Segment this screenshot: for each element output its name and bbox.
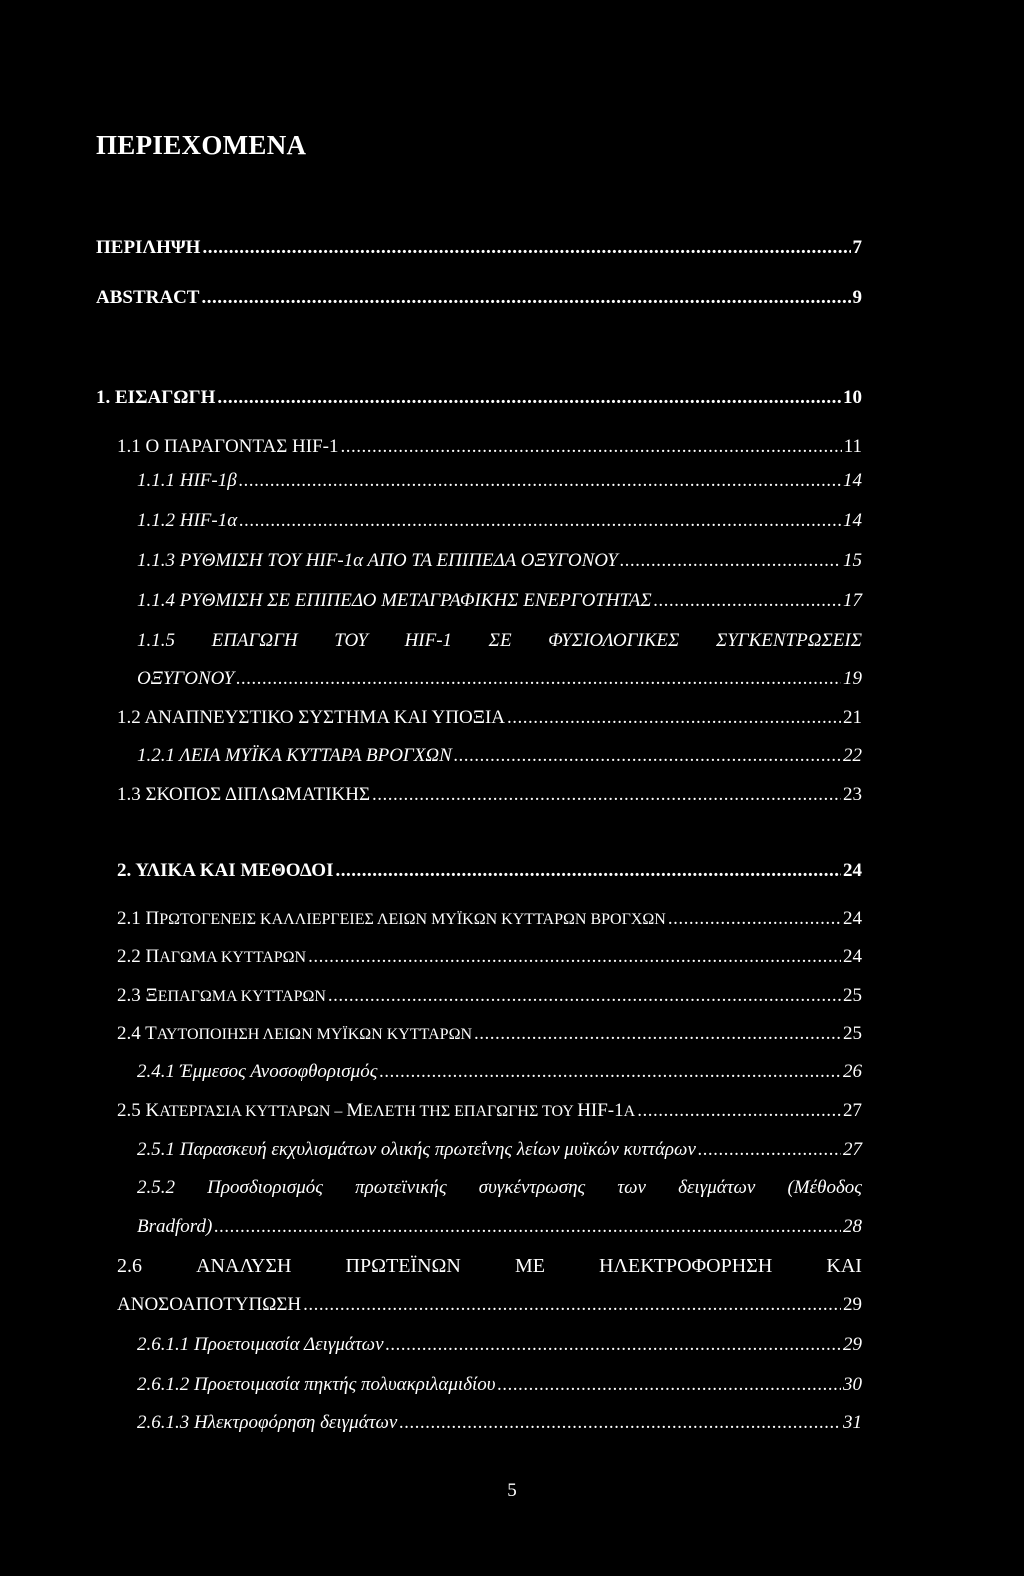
toc-word: συγκέντρωσης (478, 1177, 586, 1198)
toc-label: ΠΕΡΙΛΗΨΗ (96, 237, 201, 258)
toc-label: 1.3 ΣΚΟΠΟΣ ΔΙΠΛΩΜΑΤΙΚΗΣ (117, 784, 371, 805)
toc-word: 2.6 (117, 1255, 142, 1277)
toc-entry-2-5-2-cont[interactable] (137, 1212, 862, 1242)
toc-page-number: 24 (843, 908, 862, 929)
toc-label: 2.5.1 Παρασκευή εκχυλισμάτων ολικής πρωτεΐνης λείων μυϊκών κυττάρων (137, 1139, 696, 1160)
toc-word: (Μέθοδος (787, 1177, 862, 1198)
section-number: 2.1 (117, 908, 141, 929)
dot-leader (328, 981, 841, 1011)
toc-page-number: 31 (843, 1412, 862, 1433)
dot-leader (454, 741, 841, 771)
toc-word: πρωτεϊνικής (355, 1177, 447, 1198)
small-caps-text: ΑΥΤΟΠΟΙΗΣΗ ΛΕΙΩΝ ΜΥΪΚΩΝ ΚΥΤΤΑΡΩΝ (156, 1026, 473, 1043)
toc-label (117, 1096, 635, 1127)
toc-entry-summary[interactable] (96, 233, 862, 263)
toc-page-number: 27 (843, 1139, 862, 1160)
dot-leader (507, 703, 841, 733)
small-caps-text: Α (623, 1103, 636, 1120)
protein-name: HIF-1 (577, 1100, 624, 1121)
toc-word: ΗΛΕΚΤΡΟΦΟΡΗΣΗ (599, 1255, 773, 1277)
toc-label: 1.1.1 HIF-1β (137, 470, 237, 491)
toc-word: των (617, 1177, 646, 1198)
toc-page-number: 26 (843, 1061, 862, 1082)
small-caps-initial: Π (145, 908, 160, 929)
toc-label: ΟΞΥΓΟΝΟΥ (137, 668, 235, 689)
toc-word: ΑΝΑΛΥΣΗ (196, 1255, 292, 1277)
dot-leader (399, 1408, 841, 1438)
toc-word: ΤΟΥ (334, 630, 368, 651)
toc-entry-2-6-cont[interactable] (117, 1290, 862, 1320)
toc-label (117, 981, 326, 1012)
dot-leader (202, 233, 850, 263)
dot-leader (372, 780, 841, 810)
toc-label: 1.1.4 ΡΥΘΜΙΣΗ ΣΕ ΕΠΙΠΕΔΟ ΜΕΤΑΓΡΑΦΙΚΗΣ ΕΝΕΡΓΟΤΗΤΑΣ (137, 590, 652, 611)
toc-label: 1. ΕΙΣΑΓΩΓΗ (96, 387, 216, 408)
toc-page-number: 15 (843, 550, 862, 571)
toc-word: 2.5.2 (137, 1177, 175, 1198)
toc-word: ΕΠΑΓΩΓΗ (211, 630, 298, 651)
small-caps-initial: Τ (145, 1023, 157, 1044)
toc-entry-2-5-2[interactable] (137, 1173, 862, 1203)
toc-word: ΣΕ (488, 630, 512, 651)
toc-entry-1-1-2[interactable] (137, 506, 862, 536)
toc-label: 2.6.1.3 Ηλεκτροφόρηση δειγμάτων (137, 1412, 398, 1433)
toc-entry-2-6-1-1[interactable] (137, 1330, 862, 1360)
toc-entry-abstract[interactable] (96, 283, 862, 313)
dot-leader (335, 856, 841, 886)
small-caps-text: ΑΓΩΜΑ ΚΥΤΤΑΡΩΝ (159, 949, 307, 966)
toc-page-number: 14 (843, 470, 862, 491)
toc-label: 1.2.1 ΛΕΙΑ ΜΥΪΚΑ ΚΥΤΤΑΡΑ ΒΡΟΓΧΩΝ (137, 745, 452, 766)
toc-page-number: 11 (843, 436, 862, 457)
dot-leader (340, 432, 841, 462)
toc-word: ΠΡΩΤΕΪΝΩΝ (345, 1255, 461, 1277)
toc-entry-1-3[interactable] (117, 780, 862, 810)
toc-word: ΣΥΓΚΕΝΤΡΩΣΕΙΣ (715, 630, 862, 651)
toc-word: ΦΥΣΙΟΛΟΓΙΚΕΣ (548, 630, 680, 651)
dot-leader (201, 283, 850, 313)
toc-label (117, 904, 666, 935)
toc-label: 2.6.1.2 Προετοιμασία πηκτής πολυακριλαμιδίου (137, 1374, 496, 1395)
toc-page-number: 23 (843, 784, 862, 805)
toc-page-number: 30 (843, 1374, 862, 1395)
dot-leader (620, 546, 841, 576)
small-caps-text: ΕΛΕΤΗ ΤΗΣ ΕΠΑΓΩΓΗΣ ΤΟΥ (363, 1103, 578, 1120)
toc-page-number: 9 (852, 287, 862, 308)
toc-entry-2-3[interactable] (117, 981, 862, 1011)
page-title: ΠΕΡΙΕΧΟΜΕΝΑ (96, 130, 307, 160)
toc-entry-2-6-1-2[interactable] (137, 1370, 862, 1400)
toc-label (117, 942, 306, 973)
toc-page-number: 21 (843, 707, 862, 728)
toc-entry-2-4-1[interactable] (137, 1057, 862, 1087)
toc-page-number: 24 (843, 946, 862, 967)
toc-entry-chapter-1[interactable] (96, 383, 862, 413)
toc-entry-2-6-1-3[interactable] (137, 1408, 862, 1438)
small-caps-text: ΡΩΤΟΓΕΝΕΙΣ ΚΑΛΛΙΕΡΓΕΙΕΣ ΛΕΙΩΝ ΜΥΪΚΩΝ ΚΥΤΤΑΡΩΝ ΒΡΟΓΧΩΝ (159, 911, 666, 928)
toc-label: 1.1 Ο ΠΑΡΑΓΟΝΤΑΣ HIF-1 (117, 436, 339, 457)
toc-entry-chapter-2[interactable] (117, 856, 862, 886)
toc-entry-2-6[interactable] (117, 1251, 862, 1281)
dot-leader (308, 942, 841, 972)
dot-leader (498, 1370, 841, 1400)
toc-entry-1-1[interactable] (117, 432, 862, 462)
toc-page-number: 22 (843, 745, 862, 766)
dot-leader (239, 506, 841, 536)
dot-leader (236, 664, 841, 694)
toc-word: ΚΑΙ (826, 1255, 862, 1277)
toc-label: ABSTRACT (96, 287, 200, 308)
toc-label: 1.1.2 HIF-1α (137, 510, 238, 531)
toc-page-number: 27 (843, 1100, 862, 1121)
toc-page-number: 29 (843, 1334, 862, 1355)
toc-entry-1-1-1[interactable] (137, 466, 862, 496)
toc-label (117, 1019, 472, 1050)
toc-word: 1.1.5 (137, 630, 175, 651)
toc-word: δειγμάτων (678, 1177, 756, 1198)
toc-word: ΜΕ (514, 1255, 545, 1277)
toc-entry-2-5[interactable] (117, 1096, 862, 1126)
toc-page-number: 7 (852, 237, 862, 258)
toc-entry-1-1-4[interactable] (137, 586, 862, 616)
toc-word: Προσδιορισμός (207, 1177, 323, 1198)
toc-page-number: 10 (843, 387, 862, 408)
toc-label: 2.6.1.1 Προετοιμασία Δειγμάτων (137, 1334, 384, 1355)
small-caps-initial: Π (145, 946, 160, 967)
toc-entry-1-2[interactable] (117, 703, 862, 733)
section-number: 2.3 (117, 985, 141, 1006)
toc-page-number: 25 (843, 985, 862, 1006)
toc-label: 1.1.3 ΡΥΘΜΙΣΗ ΤΟΥ HIF-1α ΑΠΟ ΤΑ ΕΠΙΠΕΔΑ ΟΞΥΓΟΝΟΥ (137, 550, 618, 571)
toc-entry-2-5-1[interactable] (137, 1135, 862, 1165)
dot-leader (239, 466, 841, 496)
toc-word: HIF-1 (404, 630, 453, 651)
dot-leader (379, 1057, 841, 1087)
toc-label: 2.4.1 Έμμεσος Ανοσοφθορισμός (137, 1061, 378, 1082)
small-caps-text: ΑΤΕΡΓΑΣΙΑ ΚΥΤΤΑΡΩΝ – (159, 1103, 347, 1120)
toc-page-number: 17 (843, 590, 862, 611)
toc-label: ΑΝΟΣΟΑΠΟΤΥΠΩΣΗ (117, 1294, 302, 1315)
toc-entry-1-2-1[interactable] (137, 741, 862, 771)
dot-leader (654, 586, 841, 616)
toc-page-number: 28 (843, 1216, 862, 1237)
section-number: 2.2 (117, 946, 141, 967)
toc-entry-1-1-3[interactable] (137, 546, 862, 576)
toc-label: Bradford) (137, 1216, 213, 1237)
small-caps-initial: Ξ (145, 985, 158, 1006)
dot-leader (386, 1330, 841, 1360)
toc-page-number: 19 (843, 668, 862, 689)
section-number: 2.4 (117, 1023, 141, 1044)
toc-page-number: 24 (843, 860, 862, 881)
page-number: 5 (507, 1480, 517, 1501)
dot-leader (214, 1212, 841, 1242)
toc-entry-2-4[interactable] (117, 1019, 862, 1049)
toc-page-number: 29 (843, 1294, 862, 1315)
toc-label: 2. ΥΛΙΚΑ ΚΑΙ ΜΕΘΟΔΟΙ (117, 860, 334, 881)
section-number: 2.5 (117, 1100, 141, 1121)
dot-leader (474, 1019, 841, 1049)
toc-page-number: 14 (843, 510, 862, 531)
small-caps-initial: Κ (145, 1100, 160, 1121)
toc-entry-2-2[interactable] (117, 942, 862, 972)
dot-leader (698, 1135, 841, 1165)
toc-page-number: 25 (843, 1023, 862, 1044)
dot-leader (303, 1290, 841, 1320)
toc-label: 1.2 ΑΝΑΠΝΕΥΣΤΙΚΟ ΣΥΣΤΗΜΑ ΚΑΙ ΥΠΟΞΙΑ (117, 707, 505, 728)
small-caps-initial: Μ (346, 1100, 364, 1121)
dot-leader (217, 383, 841, 413)
dot-leader (637, 1096, 841, 1126)
small-caps-text: ΕΠΑΓΩΜΑ ΚΥΤΤΑΡΩΝ (157, 988, 326, 1005)
toc-entry-2-1[interactable] (117, 904, 862, 934)
dot-leader (668, 904, 841, 934)
toc-entry-1-1-5-cont[interactable] (137, 664, 862, 694)
toc-entry-1-1-5[interactable] (137, 626, 862, 656)
